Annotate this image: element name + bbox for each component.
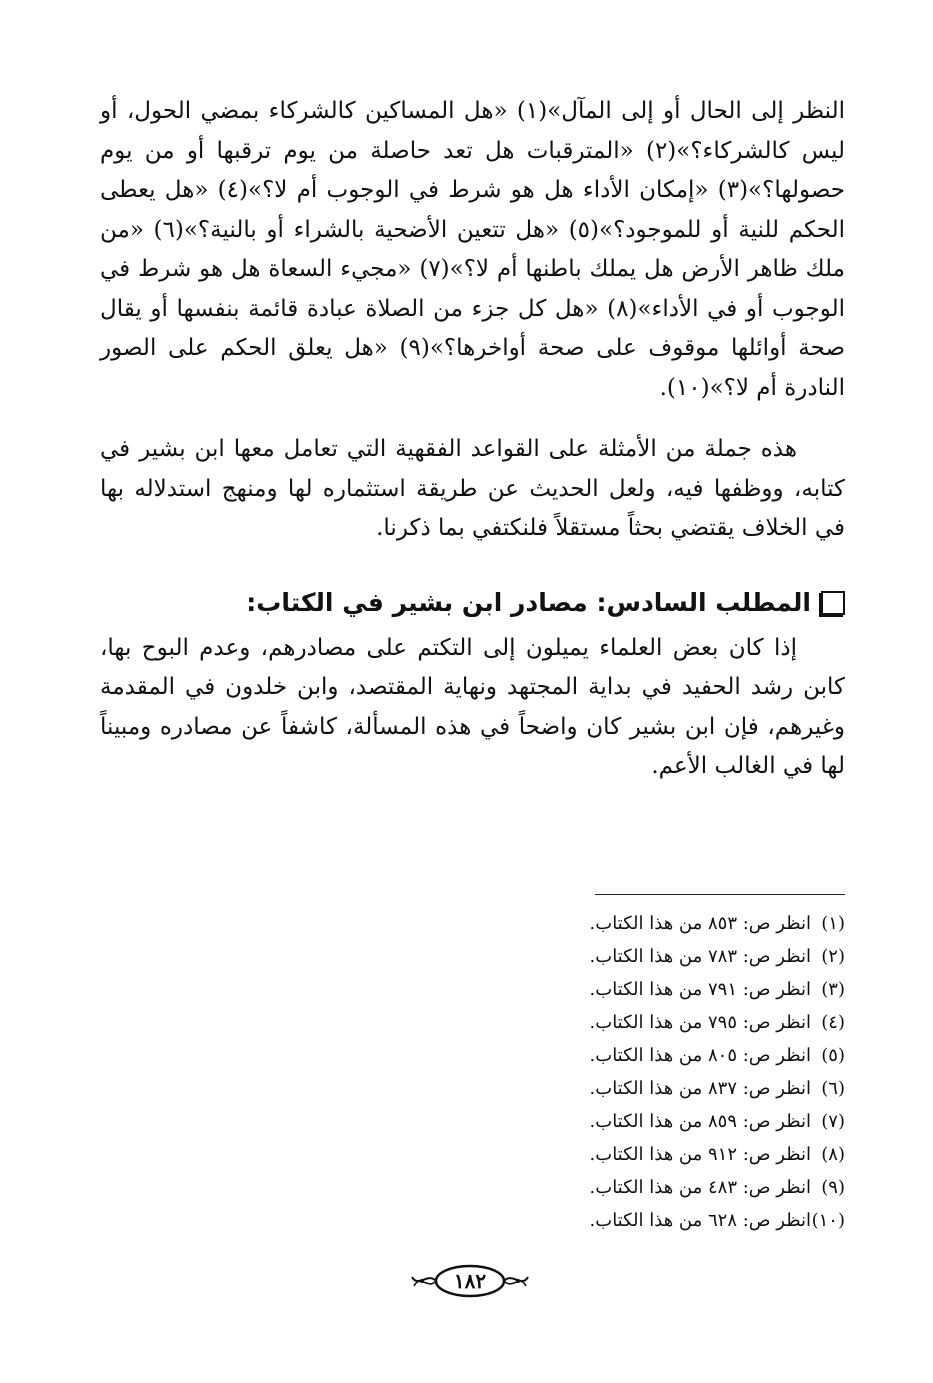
paragraph-2: هذه جملة من الأمثلة على القواعد الفقهية التي تعامل معها ابن بشير في كتابه، ووظفها فيه، ولعل الحديث عن طريقة استثماره لها ومنهج استدلاله بها في الخلاف يقتضي بحثاً مستقلاً فلنكتفي بما ذكرنا. xyxy=(100,436,845,541)
page-number-ornament xyxy=(410,1262,530,1300)
footnotes-list xyxy=(515,907,845,1237)
main-text xyxy=(100,92,845,787)
footnote-text: انظر ص: ٨٥٩ من هذا الكتاب. xyxy=(589,1111,811,1132)
footnote-number: (٢) xyxy=(821,946,845,967)
footnote-item xyxy=(515,1171,845,1204)
footnote-number: (١٠) xyxy=(811,1210,845,1231)
footnote-item xyxy=(515,1105,845,1138)
footnote-number: (٣) xyxy=(821,979,845,1000)
page-number: ١٨٢ xyxy=(453,1269,487,1293)
footnote-item xyxy=(515,1039,845,1072)
footnote-item xyxy=(515,1138,845,1171)
footnote-item xyxy=(515,1072,845,1105)
section-heading-text: المطلب السادس: مصادر ابن بشير في الكتاب: xyxy=(246,587,811,617)
footnote-text: انظر ص: ٤٨٣ من هذا الكتاب. xyxy=(589,1177,811,1198)
footnote-text: انظر ص: ٨٥٣ من هذا الكتاب. xyxy=(589,913,811,934)
footnote-number: (٨) xyxy=(821,1144,845,1165)
footnote-text: انظر ص: ٨٣٧ من هذا الكتاب. xyxy=(589,1078,811,1099)
section-paragraph: إذا كان بعض العلماء يميلون إلى التكتم على مصادرهم، وعدم البوح بها، كابن رشد الحفيد في بداية المجتهد ونهاية المقتصد، وابن خلدون في المقدمة وغيرهم، فإن ابن بشير كان واضحاً في هذه المسألة، كاشفاً عن مصادره ومبيناً لها في الغالب الأعم. xyxy=(100,634,845,779)
footnote-number: (٦) xyxy=(821,1078,845,1099)
footnote-text: انظر ص: ٧٩١ من هذا الكتاب. xyxy=(589,979,811,1000)
footnote-item xyxy=(515,1204,845,1237)
footnote-text: انظر ص: ٧٩٥ من هذا الكتاب. xyxy=(589,1012,811,1033)
square-box-icon xyxy=(821,591,845,615)
footnote-number: (٤) xyxy=(821,1012,845,1033)
footnote-separator xyxy=(595,894,845,895)
footnote-number: (٩) xyxy=(821,1177,845,1198)
footnote-item xyxy=(515,973,845,1006)
footnote-item xyxy=(515,907,845,940)
footnote-text: انظر ص: ٦٢٨ من هذا الكتاب. xyxy=(589,1210,811,1231)
footnote-number: (٧) xyxy=(821,1111,845,1132)
footnote-item xyxy=(515,1006,845,1039)
footnote-text: انظر ص: ٨٠٥ من هذا الكتاب. xyxy=(589,1045,811,1066)
footnote-item xyxy=(515,940,845,973)
footnote-text: انظر ص: ٩١٢ من هذا الكتاب. xyxy=(589,1144,811,1165)
section-heading xyxy=(100,583,845,623)
footnote-number: (٥) xyxy=(821,1045,845,1066)
paragraph-1: النظر إلى الحال أو إلى المآل»(١) «هل المساكين كالشركاء بمضي الحول، أو ليس كالشركاء؟»(٢) «المترقبات هل تعد حاصلة من يوم ترقبها أو من يوم حصولها؟»(٣) «إمكان الأداء هل هو شرط في الوجوب أم لا؟»(٤) «هل يعطى الحكم للنية أو للموجود؟»(٥) «هل تتعين الأضحية بالشراء أو بالنية؟»(٦) «من ملك ظاهر الأرض هل يملك باطنها أم لا؟»(٧) «مجيء السعاة هل هو شرط في الوجوب أو في الأداء»(٨) «هل كل جزء من الصلاة عبادة قائمة بنفسها أو يقال صحة أوائلها موقوف على صحة أواخرها؟»(٩) «هل يعلق الحكم على الصور النادرة أم لا؟»(١٠). xyxy=(100,98,845,401)
footnote-text: انظر ص: ٧٨٣ من هذا الكتاب. xyxy=(589,946,811,967)
footnote-number: (١) xyxy=(821,913,845,934)
